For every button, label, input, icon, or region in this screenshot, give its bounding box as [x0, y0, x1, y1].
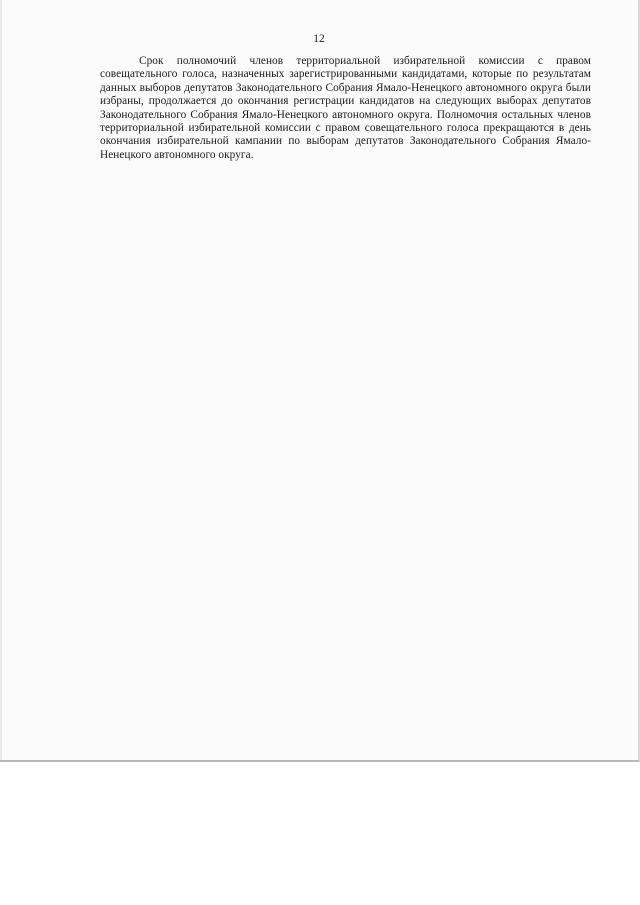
page-number: 12 — [313, 33, 325, 45]
body-paragraph: Срок полномочий членов территориальной избирательной комиссии с правом совещательного голоса, назначенных зарегистрированными кандидатами, которые по результатам данных выборов депутатов Законодательного Собрания Ямало-Ненецкого автономного округа были избраны, продолжается до окончания регистрации кандидатов на следующих выборах депутатов Законодательного Собрания Ямало-Ненецкого автономного округа. Полномочия остальных членов территориальной избирательной комиссии с правом совещательного голоса прекращаются в день окончания избирательной кампании по выборам депутатов Законодательного Собрания Ямало-Ненецкого автономного округа. — [100, 55, 591, 161]
